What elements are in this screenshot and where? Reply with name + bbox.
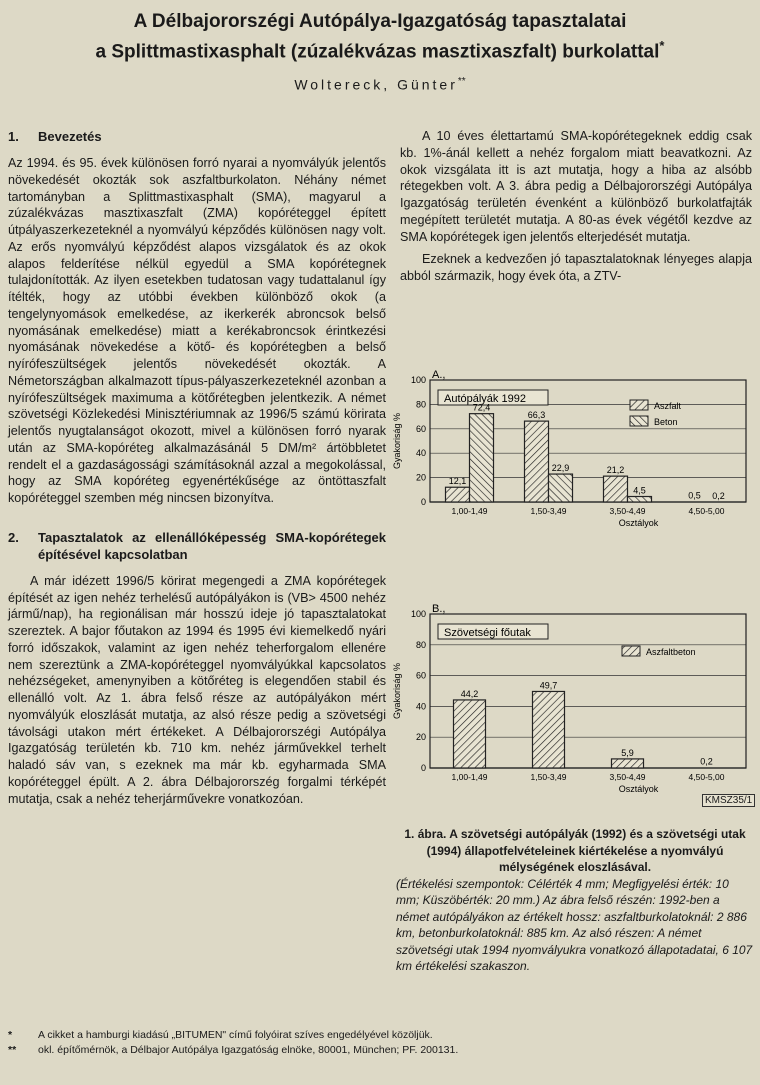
legend-label: Aszfalt [654, 401, 682, 411]
x-axis-label: Osztályok [618, 784, 659, 794]
y-tick-label: 20 [415, 732, 426, 743]
panel-label: A., [432, 369, 446, 381]
figure-1-charts [386, 340, 752, 810]
x-tick-label: 1,00-1,49 [451, 506, 488, 516]
section-1-paragraph: Az 1994. és 95. évek különösen forró nyarai a nyomvályúk jelentős növekedését okozták sok aszfaltburkolaton. Néhány német tartományban a Splittmastixasphalt (SMA), magyarul a zúzalékvázas masztixaszfalt (ZMA) kopóréteggel épített útpályaszerkezeteknél a nyomvályú képződés különösen nagy volt. Az erős nyomvályú képződést alapos vizsgálatok és az okok alapos felderítése nélkül egyedül a SMA kopórétegnek tulajdonították. Az ilyen esetekben tudatosan vagy tudattalanul így ítélték, hogy az utóbbi években különböző okok (a tengelynyomások emelkedése, az ikerkerék abroncsok belső nyomásának emelkedése) miatt a kerékabroncsok érintkezési nyomásának növekedése a kötő- és kopórétegben a belső nyírófeszültségek jelentős növekedését okozták. A Németországban alkalmazott típus-pályaszerkezeteknél azonban a nyírófeszültségek maximuma a kötőrétegben jelentkezik. A német szövetségi Közlekedési Minisztériumnak az 1996/5 számú körirata jelentős nyugtalanságot okozott, mivel a különösen forró nyarak után az SMA-kopóréteg alkalmazásánál 5 DM/m² ártöbbletet rendelt el a gazdaságossági számításoknál azzal a megokolással, hogy az SMA kopóréteg egyenértékűsége az öntöttaszfalt kopóréteggel szemben még nincsen bizonyítva. [8, 156, 386, 505]
y-tick-label: 80 [415, 639, 426, 650]
caption-title: 1. ábra. A szövetségi autópályák (1992) és a szövetségi utak (1994) állapotfelvételeinek kiértékelése a nyomvályú mélységének eloszlásával. [404, 827, 746, 874]
bar-value-label: 12,1 [448, 476, 467, 487]
bar-value-label: 0,2 [700, 756, 713, 767]
y-tick-label: 80 [415, 399, 426, 410]
chart-title: Szövetségi főutak [444, 627, 531, 639]
right-paragraph-1: A 10 éves élettartamú SMA-kopórétegeknek eddig csak kb. 1%-ánál kellett a nehéz forgalom miatt beavatkozni. Az okok vizsgálata itt is azt mutatja, hogy a hiba az alsóbb rétegekben volt. A 3. ábra pedig a Délbajororszégi Autópálya Igazgatóság területén évenként a különböző burkolatfajták megépített területét mutatja. A 80-as évek végétől kezdve az SMA kopórétegek igen jelentős elterjedését mutatja. [400, 129, 752, 244]
bar [533, 691, 565, 768]
chart-title: Autópályák 1992 [444, 393, 526, 405]
title-footnote-mark: * [659, 38, 665, 53]
title-line-1: A Délbajororszégi Autópálya-Igazgatóság tapasztalatai [133, 11, 627, 32]
bar [446, 487, 470, 502]
section-2-number: 2. [8, 529, 19, 545]
panel-label: B., [432, 603, 446, 615]
legend-swatch [630, 416, 648, 426]
footnotes [8, 1028, 748, 1058]
footnote-mark: * [8, 1029, 13, 1041]
x-tick-label: 3,50-4,49 [609, 772, 646, 782]
author-name: Woltereck, Günter [294, 76, 458, 93]
bar-value-label: 49,7 [539, 680, 558, 691]
y-axis-label: Gyakoriság % [392, 662, 402, 720]
bar-value-label: 0,5 [688, 490, 701, 501]
x-tick-label: 1,00-1,49 [451, 772, 488, 782]
section-2-title: Tapasztalatok az ellenállóképesség SMA-kopórétegek építésével kapcsolatban [38, 529, 386, 562]
right-paragraph-2: Ezeknek a kedvezően jó tapasztalatoknak lényeges alapja abból származik, hogy évek óta, a ZTV- [400, 252, 752, 283]
y-tick-label: 0 [420, 763, 426, 773]
bar-value-label: 44,2 [460, 688, 479, 699]
y-tick-label: 0 [420, 497, 426, 507]
y-tick-label: 20 [415, 472, 426, 483]
figure-caption [396, 826, 754, 975]
bar-value-label: 0,2 [712, 490, 725, 501]
bar-value-label: 21,2 [606, 465, 625, 476]
article-title [20, 10, 740, 64]
footnote-mark: ** [8, 1044, 17, 1056]
bar [549, 474, 573, 502]
x-tick-label: 3,50-4,49 [609, 506, 646, 516]
y-tick-label: 100 [410, 609, 426, 619]
bar-value-label: 66,3 [527, 410, 546, 421]
bar-value-label: 22,9 [551, 463, 570, 474]
bar [628, 497, 652, 502]
x-tick-label: 1,50-3,49 [530, 506, 567, 516]
y-axis-label: Gyakoriság % [392, 412, 402, 470]
x-tick-label: 4,50-5,00 [688, 772, 725, 782]
right-column [400, 128, 752, 285]
caption-body: (Értékelési szempontok: Célérték 4 mm; Megfigyelési érték: 10 mm; Küszöbérték: 20 mm.) Az ábra felső részén: 1992-ben a német autópályákon az értékelt hossz: aszfaltburkolatoknál: 2 886 km, betonburkolatoknál: 885 km. Az alsó részen: A német szövetségi utak 1994 nyomvályukra vonatkozó állapotadatai, 6 107 km értékelési szakaszon. [396, 876, 753, 973]
y-tick-label: 40 [415, 701, 426, 712]
bar [604, 476, 628, 502]
legend-label: Aszfaltbeton [646, 647, 696, 657]
footnote-text: A cikket a hamburgi kiadású „BITUMEN" című folyóirat szíves engedélyével közöljük. [38, 1029, 433, 1041]
bar [470, 414, 494, 502]
bar [612, 759, 644, 768]
figure-1 [386, 340, 752, 815]
y-tick-label: 60 [415, 670, 426, 681]
bar-value-label: 5,9 [621, 747, 634, 758]
y-tick-label: 100 [410, 375, 426, 385]
bar-value-label: 72,4 [472, 402, 491, 413]
legend-swatch [622, 646, 640, 656]
footnote [8, 1028, 748, 1043]
section-2-heading [8, 529, 386, 563]
footnote-text: okl. építőmérnök, a Délbajor Autópálya Igazgatóság elnöke, 80001, München; PF. 200131. [38, 1044, 459, 1056]
bar [454, 700, 486, 768]
section-1-number: 1. [8, 129, 19, 144]
author-line [20, 76, 740, 93]
figure-code: KMSZ35/1 [702, 794, 755, 807]
y-tick-label: 40 [415, 448, 426, 459]
legend-label: Beton [654, 417, 678, 427]
footnote [8, 1043, 748, 1058]
author-footnote-mark: ** [457, 76, 466, 87]
section-1-heading [8, 128, 386, 145]
x-tick-label: 4,50-5,00 [688, 506, 725, 516]
section-2-paragraph: A már idézett 1996/5 körirat megengedi a ZMA kopórétegek építését az igen nehéz terhelésű autópályákon is (VB> 4500 nehéz jármű/nap), ha regionálisan már hosszú ideje jó tapasztalatokat szereztek. A bajor főutakon az 1994 és 1995 évi kiemelkedő nyári forró időszakok, valamint az igen nehéz teherforgalom ellenére nem szereztünk a ZMA-kopóréteggel nyomvályúkkal kapcsolatos nehézségeket, amenynyiben a kötőréteg is elegendően stabil és ellenálló volt. Az 1. ábra felső része az autópályákon mért nyomvályúk eloszlását mutatja, az alsó része pedig a szövetségi távolsági utakon mért értékeket. A Délbajororszégi Autópálya Igazgatóság területén kb. 710 km. nehéz járművekkel terhelt haladó sáv van, s ezeknek ma már kb. egyharmada SMA kopóréteggel épült. A 2. ábra Délbajororszég forgalmi térképét mutatja, csak a nehéz teherjárművekre vonatkozóan. [8, 573, 386, 806]
x-tick-label: 1,50-3,49 [530, 772, 567, 782]
bar-value-label: 4,5 [633, 485, 646, 496]
title-line-2: a Splittmastixasphalt (zúzalékvázas masztixaszfalt) burkolattal [95, 41, 660, 63]
bar [525, 421, 549, 502]
section-1-title: Bevezetés [38, 129, 102, 144]
x-axis-label: Osztályok [618, 518, 659, 528]
legend-swatch [630, 400, 648, 410]
left-column [8, 128, 386, 807]
y-tick-label: 60 [415, 423, 426, 434]
